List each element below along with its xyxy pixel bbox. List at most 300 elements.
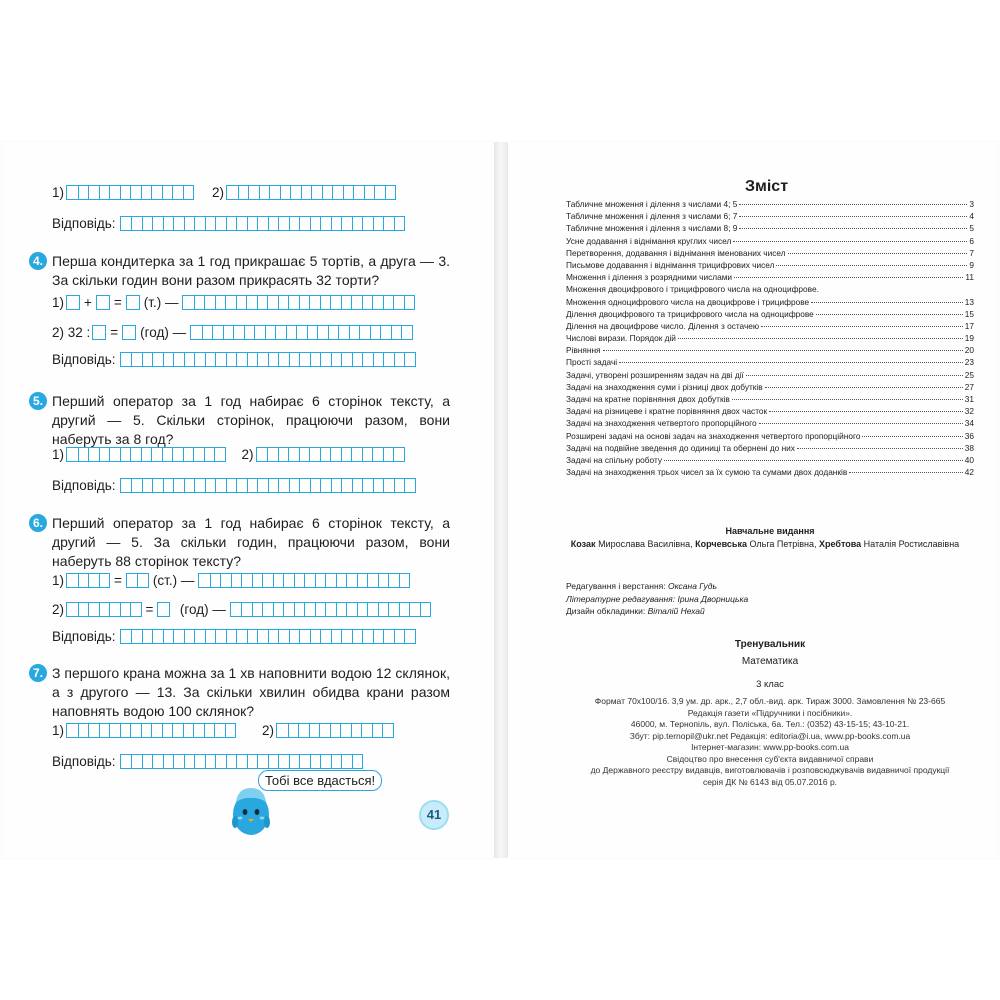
answer-cell[interactable]	[214, 448, 225, 461]
answer-cell[interactable]	[399, 574, 410, 587]
answer-cell[interactable]	[194, 479, 205, 492]
answer-cell[interactable]	[254, 326, 265, 339]
answer-cell[interactable]	[88, 448, 99, 461]
answer-cell[interactable]	[341, 448, 352, 461]
answer-cell[interactable]	[391, 326, 402, 339]
answer-cell[interactable]	[109, 448, 120, 461]
task-4-cell-e[interactable]	[122, 325, 136, 340]
answer-cell[interactable]	[247, 479, 258, 492]
answer-cell[interactable]	[352, 479, 363, 492]
answer-cell[interactable]	[130, 603, 141, 616]
answer-cell[interactable]	[382, 724, 393, 737]
answer-cell[interactable]	[88, 724, 99, 737]
answer-cell[interactable]	[362, 448, 373, 461]
answer-cell[interactable]	[78, 448, 89, 461]
answer-cell[interactable]	[130, 448, 141, 461]
answer-cell[interactable]	[320, 353, 331, 366]
answer-cell[interactable]	[362, 217, 373, 230]
answer-cell[interactable]	[151, 186, 162, 199]
answer-cell[interactable]	[194, 755, 205, 768]
answer-cell[interactable]	[257, 755, 268, 768]
answer-cell[interactable]	[330, 448, 341, 461]
answer-cell[interactable]	[359, 326, 370, 339]
answer-cell[interactable]	[226, 755, 237, 768]
answer-cell[interactable]	[210, 574, 221, 587]
answer-cell[interactable]	[273, 603, 284, 616]
answer-cell[interactable]	[340, 724, 351, 737]
answer-cell[interactable]	[399, 603, 410, 616]
answer-cell[interactable]	[121, 353, 132, 366]
answer-cell[interactable]	[349, 326, 360, 339]
answer-cell[interactable]	[142, 479, 153, 492]
answer-cell[interactable]	[286, 326, 297, 339]
answer-cell[interactable]	[131, 755, 142, 768]
answer-cell[interactable]	[290, 186, 301, 199]
answer-cell[interactable]	[310, 479, 321, 492]
answer-cell[interactable]	[404, 630, 415, 643]
answer-cell[interactable]	[373, 353, 384, 366]
answer-cell[interactable]	[320, 630, 331, 643]
answer-cell[interactable]	[262, 574, 273, 587]
answer-cell[interactable]	[248, 186, 259, 199]
answer-cell[interactable]	[372, 296, 383, 309]
answer-cell[interactable]	[194, 353, 205, 366]
answer-cell[interactable]	[246, 296, 257, 309]
answer-cell[interactable]	[231, 603, 242, 616]
answer-cell[interactable]	[236, 479, 247, 492]
task-7-step2-cells[interactable]	[276, 723, 394, 738]
answer-cell[interactable]	[109, 186, 120, 199]
answer-cell[interactable]	[78, 724, 89, 737]
task-4-cell-d[interactable]	[92, 325, 106, 340]
answer-cell[interactable]	[361, 724, 372, 737]
answer-cell[interactable]	[257, 630, 268, 643]
answer-cell[interactable]	[205, 755, 216, 768]
answer-cell[interactable]	[88, 186, 99, 199]
answer-cell[interactable]	[78, 574, 89, 587]
answer-cell[interactable]	[404, 479, 415, 492]
answer-cell[interactable]	[141, 448, 152, 461]
answer-cell[interactable]	[309, 448, 320, 461]
answer-cell[interactable]	[307, 326, 318, 339]
answer-cell[interactable]	[320, 448, 331, 461]
answer-cell[interactable]	[296, 326, 307, 339]
answer-cell[interactable]	[142, 353, 153, 366]
answer-cell[interactable]	[294, 603, 305, 616]
answer-cell[interactable]	[304, 603, 315, 616]
task-5-step1-cells[interactable]	[66, 447, 226, 462]
answer-cell[interactable]	[231, 574, 242, 587]
answer-cell[interactable]	[394, 353, 405, 366]
answer-cell[interactable]	[226, 217, 237, 230]
answer-cell[interactable]	[383, 448, 394, 461]
answer-cell[interactable]	[325, 574, 336, 587]
answer-cell[interactable]	[309, 296, 320, 309]
answer-cell[interactable]	[173, 479, 184, 492]
answer-cell[interactable]	[137, 574, 148, 587]
answer-cell[interactable]	[67, 448, 78, 461]
answer-cell[interactable]	[372, 724, 383, 737]
answer-cell[interactable]	[158, 603, 169, 616]
answer-cell[interactable]	[299, 296, 310, 309]
answer-cell[interactable]	[194, 630, 205, 643]
task-6-step1-cells[interactable]	[198, 573, 410, 588]
answer-cell[interactable]	[127, 574, 138, 587]
answer-cell[interactable]	[341, 217, 352, 230]
answer-cell[interactable]	[289, 630, 300, 643]
answer-cell[interactable]	[288, 724, 299, 737]
answer-cell[interactable]	[236, 217, 247, 230]
task-4-answer-cells[interactable]	[120, 352, 416, 367]
answer-cell[interactable]	[373, 217, 384, 230]
answer-cell[interactable]	[278, 353, 289, 366]
answer-cell[interactable]	[273, 574, 284, 587]
answer-cell[interactable]	[173, 755, 184, 768]
answer-cell[interactable]	[225, 724, 236, 737]
answer-cell[interactable]	[67, 574, 78, 587]
answer-cell[interactable]	[212, 326, 223, 339]
answer-cell[interactable]	[338, 326, 349, 339]
answer-cell[interactable]	[404, 296, 415, 309]
answer-cell[interactable]	[215, 296, 226, 309]
answer-cell[interactable]	[278, 448, 289, 461]
answer-cell[interactable]	[233, 326, 244, 339]
answer-cell[interactable]	[215, 479, 226, 492]
answer-cell[interactable]	[67, 603, 78, 616]
answer-cell[interactable]	[205, 217, 216, 230]
task-6-step2-cells[interactable]	[230, 602, 432, 617]
answer-cell[interactable]	[262, 603, 273, 616]
answer-cell[interactable]	[328, 326, 339, 339]
answer-cell[interactable]	[199, 574, 210, 587]
answer-cell[interactable]	[299, 448, 310, 461]
answer-cell[interactable]	[372, 448, 383, 461]
answer-cell[interactable]	[120, 603, 131, 616]
answer-cell[interactable]	[109, 603, 120, 616]
answer-cell[interactable]	[194, 296, 205, 309]
answer-cell[interactable]	[205, 353, 216, 366]
answer-cell[interactable]	[194, 217, 205, 230]
answer-cell[interactable]	[283, 603, 294, 616]
answer-cell[interactable]	[370, 326, 381, 339]
answer-cell[interactable]	[152, 755, 163, 768]
answer-cell[interactable]	[278, 217, 289, 230]
answer-cell[interactable]	[130, 724, 141, 737]
answer-cell[interactable]	[120, 186, 131, 199]
answer-cell[interactable]	[353, 186, 364, 199]
answer-cell[interactable]	[404, 353, 415, 366]
answer-cell[interactable]	[215, 630, 226, 643]
answer-cell[interactable]	[319, 724, 330, 737]
answer-cell[interactable]	[394, 630, 405, 643]
answer-cell[interactable]	[99, 448, 110, 461]
answer-cell[interactable]	[236, 353, 247, 366]
answer-cell[interactable]	[172, 724, 183, 737]
answer-cell[interactable]	[352, 217, 363, 230]
answer-cell[interactable]	[236, 755, 247, 768]
answer-cell[interactable]	[288, 448, 299, 461]
answer-cell[interactable]	[388, 574, 399, 587]
answer-cell[interactable]	[141, 724, 152, 737]
answer-cell[interactable]	[151, 448, 162, 461]
answer-cell[interactable]	[275, 326, 286, 339]
answer-cell[interactable]	[378, 574, 389, 587]
task-6-cells-c[interactable]	[66, 602, 142, 617]
answer-cell[interactable]	[352, 755, 363, 768]
answer-cell[interactable]	[163, 353, 174, 366]
answer-cell[interactable]	[311, 186, 322, 199]
answer-cell[interactable]	[226, 353, 237, 366]
answer-cell[interactable]	[331, 630, 342, 643]
answer-cell[interactable]	[265, 326, 276, 339]
answer-cell[interactable]	[257, 448, 268, 461]
answer-cell[interactable]	[267, 448, 278, 461]
answer-cell[interactable]	[227, 186, 238, 199]
answer-cell[interactable]	[205, 630, 216, 643]
answer-cell[interactable]	[351, 296, 362, 309]
answer-cell[interactable]	[268, 479, 279, 492]
task-6-cells-b[interactable]	[126, 573, 149, 588]
answer-cell[interactable]	[325, 603, 336, 616]
answer-cell[interactable]	[388, 603, 399, 616]
answer-cell[interactable]	[204, 724, 215, 737]
answer-cell[interactable]	[374, 186, 385, 199]
answer-cell[interactable]	[298, 724, 309, 737]
answer-cell[interactable]	[202, 326, 213, 339]
answer-cell[interactable]	[223, 326, 234, 339]
answer-cell[interactable]	[383, 217, 394, 230]
answer-cell[interactable]	[320, 296, 331, 309]
answer-cell[interactable]	[121, 217, 132, 230]
answer-cell[interactable]	[109, 724, 120, 737]
answer-cell[interactable]	[364, 186, 375, 199]
answer-cell[interactable]	[241, 574, 252, 587]
answer-cell[interactable]	[120, 448, 131, 461]
answer-cell[interactable]	[310, 630, 321, 643]
answer-cell[interactable]	[352, 630, 363, 643]
task-7-answer-cells[interactable]	[120, 754, 364, 769]
answer-cell[interactable]	[172, 186, 183, 199]
answer-cell[interactable]	[341, 296, 352, 309]
answer-cell[interactable]	[172, 448, 183, 461]
answer-cell[interactable]	[215, 353, 226, 366]
answer-cell[interactable]	[341, 353, 352, 366]
answer-cell[interactable]	[278, 630, 289, 643]
answer-cell[interactable]	[99, 603, 110, 616]
answer-cell[interactable]	[301, 186, 312, 199]
answer-cell[interactable]	[99, 186, 110, 199]
answer-cell[interactable]	[367, 574, 378, 587]
answer-cell[interactable]	[236, 296, 247, 309]
answer-cell[interactable]	[367, 603, 378, 616]
answer-cell[interactable]	[142, 217, 153, 230]
answer-cell[interactable]	[299, 217, 310, 230]
answer-cell[interactable]	[163, 217, 174, 230]
answer-cell[interactable]	[268, 217, 279, 230]
answer-cell[interactable]	[315, 603, 326, 616]
answer-cell[interactable]	[205, 479, 216, 492]
answer-cell[interactable]	[163, 755, 174, 768]
answer-cell[interactable]	[257, 353, 268, 366]
answer-cell[interactable]	[131, 353, 142, 366]
answer-cell[interactable]	[193, 724, 204, 737]
answer-cell[interactable]	[346, 603, 357, 616]
answer-cell[interactable]	[226, 479, 237, 492]
answer-cell[interactable]	[320, 755, 331, 768]
answer-cell[interactable]	[152, 217, 163, 230]
answer-cell[interactable]	[289, 479, 300, 492]
answer-cell[interactable]	[121, 630, 132, 643]
answer-cell[interactable]	[99, 574, 110, 587]
answer-cell[interactable]	[247, 755, 258, 768]
answer-cell[interactable]	[278, 296, 289, 309]
answer-cell[interactable]	[120, 724, 131, 737]
answer-cell[interactable]	[385, 186, 396, 199]
task-4-cell-a[interactable]	[66, 295, 80, 310]
answer-cell[interactable]	[268, 755, 279, 768]
answer-cell[interactable]	[383, 479, 394, 492]
answer-cell[interactable]	[247, 353, 258, 366]
answer-cell[interactable]	[341, 755, 352, 768]
answer-cell[interactable]	[341, 630, 352, 643]
answer-cell[interactable]	[67, 186, 78, 199]
answer-cell[interactable]	[152, 479, 163, 492]
answer-cell[interactable]	[173, 630, 184, 643]
answer-cell[interactable]	[183, 724, 194, 737]
task-5-step2-cells[interactable]	[256, 447, 405, 462]
answer-cell[interactable]	[409, 603, 420, 616]
answer-cell[interactable]	[225, 296, 236, 309]
answer-cell[interactable]	[299, 630, 310, 643]
task-4-step1-cells[interactable]	[182, 295, 415, 310]
task-4-step2-cells[interactable]	[190, 325, 413, 340]
answer-cell[interactable]	[278, 479, 289, 492]
answer-cell[interactable]	[67, 724, 78, 737]
answer-cell[interactable]	[299, 755, 310, 768]
task-4-cell-c[interactable]	[126, 295, 140, 310]
answer-cell[interactable]	[331, 217, 342, 230]
answer-cell[interactable]	[142, 755, 153, 768]
answer-cell[interactable]	[393, 296, 404, 309]
answer-cell[interactable]	[88, 603, 99, 616]
answer-cell[interactable]	[310, 353, 321, 366]
answer-cell[interactable]	[331, 755, 342, 768]
answer-cell[interactable]	[99, 724, 110, 737]
answer-cell[interactable]	[183, 448, 194, 461]
answer-cell[interactable]	[78, 186, 89, 199]
answer-cell[interactable]	[173, 353, 184, 366]
answer-cell[interactable]	[257, 296, 268, 309]
answer-cell[interactable]	[184, 353, 195, 366]
answer-cell[interactable]	[330, 296, 341, 309]
answer-cell[interactable]	[183, 186, 194, 199]
answer-cell[interactable]	[204, 448, 215, 461]
answer-cell[interactable]	[257, 217, 268, 230]
answer-cell[interactable]	[184, 217, 195, 230]
answer-cell[interactable]	[380, 326, 391, 339]
answer-cell[interactable]	[322, 186, 333, 199]
answer-cell[interactable]	[268, 630, 279, 643]
top-row-step2-cells[interactable]	[226, 185, 396, 200]
answer-cell[interactable]	[331, 353, 342, 366]
answer-cell[interactable]	[289, 353, 300, 366]
answer-cell[interactable]	[78, 603, 89, 616]
answer-cell[interactable]	[351, 448, 362, 461]
answer-cell[interactable]	[277, 724, 288, 737]
answer-cell[interactable]	[288, 296, 299, 309]
answer-cell[interactable]	[394, 479, 405, 492]
answer-cell[interactable]	[362, 296, 373, 309]
answer-cell[interactable]	[289, 755, 300, 768]
task-5-answer-cells[interactable]	[120, 478, 416, 493]
answer-cell[interactable]	[252, 574, 263, 587]
answer-cell[interactable]	[394, 217, 405, 230]
answer-cell[interactable]	[88, 574, 99, 587]
answer-cell[interactable]	[373, 479, 384, 492]
answer-cell[interactable]	[352, 353, 363, 366]
answer-cell[interactable]	[280, 186, 291, 199]
answer-cell[interactable]	[163, 630, 174, 643]
answer-cell[interactable]	[357, 574, 368, 587]
answer-cell[interactable]	[357, 603, 368, 616]
answer-cell[interactable]	[320, 479, 331, 492]
answer-cell[interactable]	[383, 630, 394, 643]
answer-cell[interactable]	[343, 186, 354, 199]
answer-cell[interactable]	[184, 755, 195, 768]
answer-cell[interactable]	[309, 724, 320, 737]
answer-cell[interactable]	[362, 353, 373, 366]
answer-cell[interactable]	[162, 186, 173, 199]
answer-cell[interactable]	[330, 724, 341, 737]
answer-cell[interactable]	[336, 574, 347, 587]
answer-cell[interactable]	[244, 326, 255, 339]
answer-cell[interactable]	[304, 574, 315, 587]
answer-cell[interactable]	[130, 186, 141, 199]
answer-cell[interactable]	[193, 448, 204, 461]
answer-cell[interactable]	[151, 724, 162, 737]
answer-cell[interactable]	[131, 479, 142, 492]
task-6-cells-d[interactable]	[157, 602, 170, 617]
answer-cell[interactable]	[289, 217, 300, 230]
answer-cell[interactable]	[278, 755, 289, 768]
answer-cell[interactable]	[362, 630, 373, 643]
answer-cell[interactable]	[215, 755, 226, 768]
answer-cell[interactable]	[315, 574, 326, 587]
answer-cell[interactable]	[236, 630, 247, 643]
answer-cell[interactable]	[131, 630, 142, 643]
answer-cell[interactable]	[214, 724, 225, 737]
answer-cell[interactable]	[142, 630, 153, 643]
answer-cell[interactable]	[191, 326, 202, 339]
task-6-answer-cells[interactable]	[120, 629, 416, 644]
answer-cell[interactable]	[268, 353, 279, 366]
answer-cell[interactable]	[393, 448, 404, 461]
answer-cell[interactable]	[184, 479, 195, 492]
task-7-step1-cells[interactable]	[66, 723, 236, 738]
answer-cell[interactable]	[226, 630, 237, 643]
answer-cell[interactable]	[121, 755, 132, 768]
top-answer-cells[interactable]	[120, 216, 406, 231]
task-6-cells-a[interactable]	[66, 573, 110, 588]
answer-cell[interactable]	[183, 296, 194, 309]
answer-cell[interactable]	[420, 603, 431, 616]
answer-cell[interactable]	[310, 217, 321, 230]
answer-cell[interactable]	[163, 479, 174, 492]
answer-cell[interactable]	[401, 326, 412, 339]
answer-cell[interactable]	[184, 630, 195, 643]
answer-cell[interactable]	[378, 603, 389, 616]
task-4-cell-b[interactable]	[96, 295, 110, 310]
